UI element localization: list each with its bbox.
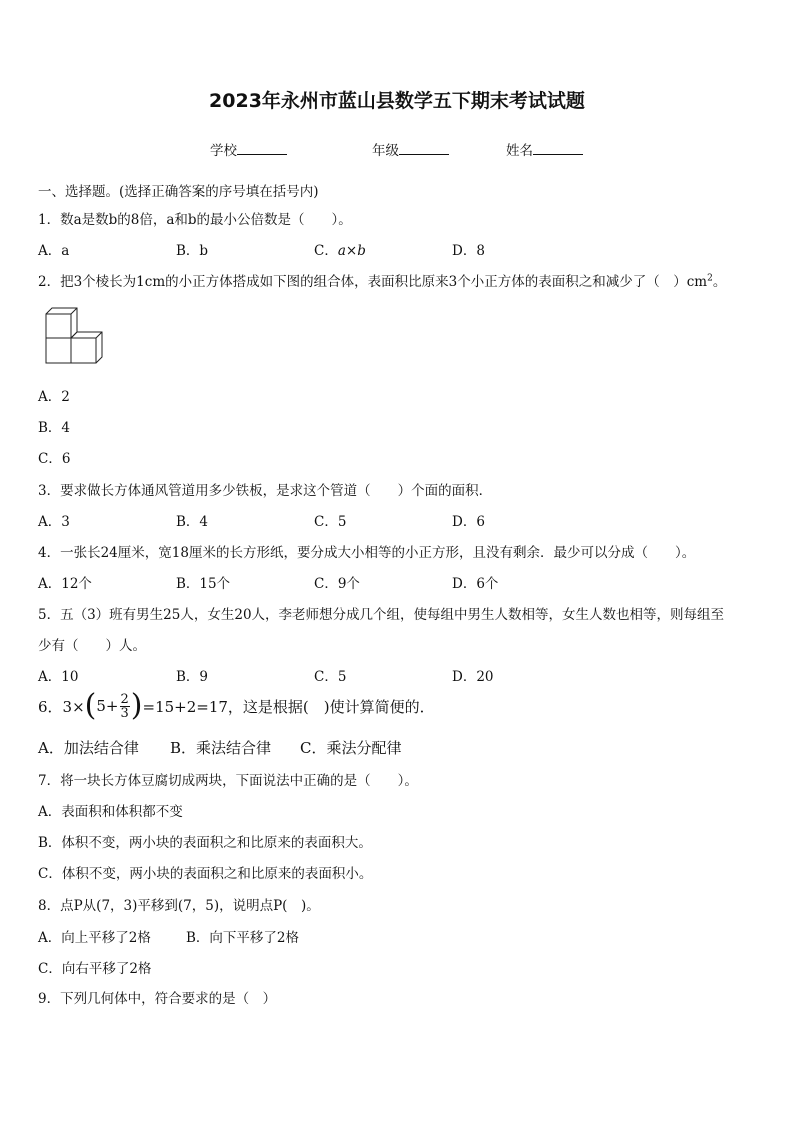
q3-option-d: D．6 — [452, 514, 485, 530]
question-5-line-1: 5．五（3）班有男生25人，女生20人，李老师想分成几个组，使每组中男生人数相等，女生人数也相等，则每组至 — [38, 607, 725, 623]
q2-option-c: C．6 — [38, 451, 71, 467]
q5-option-b: B．9 — [176, 669, 209, 685]
q4-option-c: C．9个 — [314, 576, 360, 592]
section-heading: 一、选择题。(选择正确答案的序号填在括号内) — [38, 184, 319, 200]
q1-option-d: D．8 — [452, 243, 485, 259]
name-label: 姓名 — [506, 143, 533, 159]
q1-option-b: B．b — [176, 243, 209, 259]
q6-option-a: A．加法结合律 — [38, 739, 139, 757]
name-blank — [533, 142, 583, 155]
page-title: 2023年永州市蓝山县数学五下期末考试试题 — [209, 90, 585, 112]
q1-option-c-label: C． — [314, 243, 338, 259]
q6-fraction — [120, 693, 130, 720]
q1-option-c-math: a×b — [337, 243, 366, 259]
q5-option-d: D．20 — [452, 669, 494, 685]
grade-label: 年级 — [372, 143, 399, 159]
q3-option-b: B．4 — [176, 514, 209, 530]
q7-option-c: C．体积不变，两小块的表面积之和比原来的表面积小。 — [38, 866, 373, 882]
q6-frac-num: 2 — [120, 691, 129, 707]
question-5-line-2: 少有（ ）人。 — [38, 638, 146, 654]
q4-option-b: B．15个 — [176, 576, 231, 592]
cube-figure — [38, 300, 112, 370]
q1-option-a: A．a — [38, 243, 70, 259]
q6-option-b: B．乘法结合律 — [170, 739, 272, 757]
school-field — [210, 139, 287, 159]
question-8: 8．点P从(7，3)平移到(7，5)，说明点P( )。 — [38, 898, 320, 914]
q6-frac-den: 3 — [120, 705, 129, 721]
q6-suffix: =15+2=17，这是根据( )使计算简便的． — [142, 697, 435, 716]
name-field — [506, 139, 583, 159]
q7-option-b: B．体积不变，两小块的表面积之和比原来的表面积大。 — [38, 835, 372, 851]
q5-option-a: A．10 — [38, 669, 79, 685]
question-2 — [38, 270, 726, 290]
school-label: 学校 — [210, 143, 237, 159]
q5-option-c: C．5 — [314, 669, 347, 685]
question-7: 7．将一块长方体豆腐切成两块，下面说法中正确的是（ ）。 — [38, 773, 418, 789]
q8-option-a: A．向上平移了2格 — [38, 930, 151, 946]
q4-option-a: A．12个 — [38, 576, 92, 592]
q6-left-paren: ( — [84, 688, 97, 723]
question-1: 1．数a是数b的8倍，a和b的最小公倍数是（ ）。 — [38, 212, 352, 228]
question-2-text: 2．把3个棱长为1cm的小正方体搭成如下图的组合体，表面积比原来3个小正方体的表面积之和减少了（ ）cm — [38, 274, 708, 290]
question-2-end: 。 — [712, 274, 727, 290]
question-4: 4．一张长24厘米，宽18厘米的长方形纸，要分成大小相等的小正方形，且没有剩余．最少可以分成（ ）。 — [38, 545, 696, 561]
q1-option-c — [314, 239, 366, 259]
grade-field — [372, 139, 449, 159]
q3-option-c: C．5 — [314, 514, 347, 530]
q7-option-a: A．表面积和体积都不变 — [38, 804, 183, 820]
question-9: 9．下列几何体中，符合要求的是（ ） — [38, 991, 277, 1007]
q3-option-a: A．3 — [38, 514, 70, 530]
q4-option-d: D．6个 — [452, 576, 499, 592]
q2-option-a: A．2 — [38, 389, 70, 405]
school-blank — [237, 142, 287, 155]
q6-prefix: 6．3× — [38, 697, 85, 716]
q6-right-paren: ) — [130, 688, 143, 723]
grade-blank — [399, 142, 449, 155]
q8-option-b: B．向下平移了2格 — [186, 930, 300, 946]
q6-option-c: C．乘法分配律 — [300, 739, 402, 757]
q6-inner: 5+ — [96, 697, 119, 715]
question-3: 3．要求做长方体通风管道用多少铁板，是求这个管道（ ）个面的面积． — [38, 483, 493, 499]
q8-option-c: C．向右平移了2格 — [38, 961, 152, 977]
question-6 — [38, 688, 435, 723]
q2-option-b: B．4 — [38, 420, 71, 436]
question-2-sup: 2 — [707, 273, 713, 284]
